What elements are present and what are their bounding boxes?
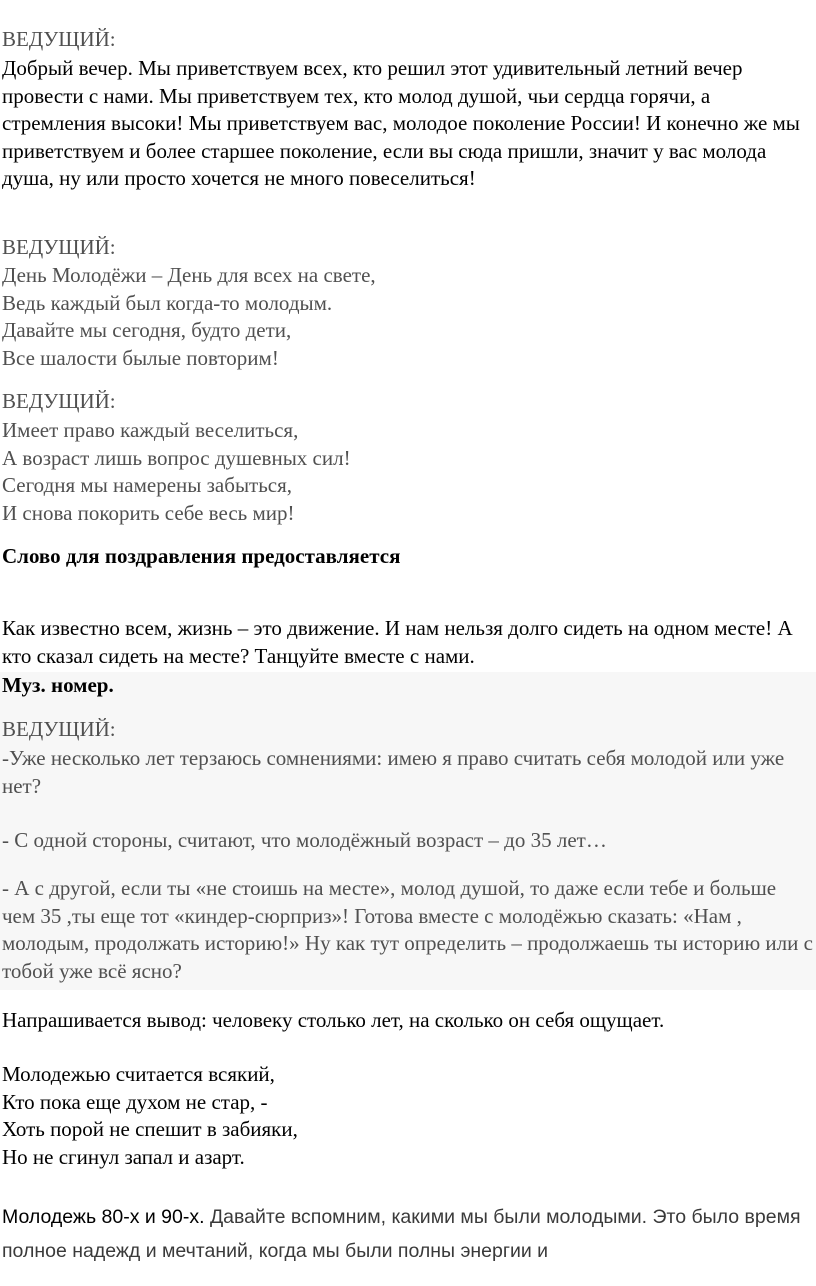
poem-3-line: Но не сгинул запал и азарт. [2, 1144, 245, 1169]
poem-1-line: Все шалости былые повторим! [2, 345, 279, 370]
poem-3 [2, 1061, 814, 1171]
congrats-heading: Слово для поздравления предоставляется [2, 544, 401, 568]
conclusion-paragraph: Напрашивается вывод: человеку столько лет, на сколько он себя ощущает. [2, 1008, 665, 1032]
poem-1-line: Давайте мы сегодня, будто дети, [2, 318, 292, 342]
host-label-3: ВЕДУЩИЙ: [2, 389, 116, 413]
host-label-1: ВЕДУЩИЙ: [2, 27, 116, 51]
poem-1 [2, 262, 814, 372]
host-label-2: ВЕДУЩИЙ: [2, 235, 116, 259]
greeting-paragraph: Добрый вечер. Мы приветствуем всех, кто решил этот удивительный летний вечер провести с нами. Мы приветствуем тех, кто молод душой, чьи сердца горячи, а стремления высоки! Мы приветствуем вас, молодое поколение России! И конечно же мы приветствуем и более старшее поколение, если вы сюда пришли, значит у вас молода душа, ну или просто хочется не много повеселиться! [2, 56, 800, 190]
one-side-paragraph: - С одной стороны, считают, что молодёжный возраст – до 35 лет… [2, 828, 607, 852]
poem-2-line: А возраст лишь вопрос душевных сил! [2, 445, 351, 470]
eighties-lead: Молодежь 80-х и 90-х. [2, 1206, 205, 1228]
poem-1-line: День Молодёжи – День для всех на свете, [2, 263, 376, 287]
doubt-paragraph: -Уже несколько лет терзаюсь сомнениями: имею я право считать себя молодой или уже нет? [2, 746, 785, 798]
music-number: Муз. номер. [2, 673, 114, 697]
movement-paragraph: Как известно всем, жизнь – это движение. И нам нельзя долго сидеть на одном месте! А кто сказал сидеть на месте? Танцуйте вместе с нами. [2, 616, 793, 668]
host-label-4: ВЕДУЩИЙ: [2, 717, 116, 741]
poem-2-line: Сегодня мы намерены забыться, [2, 473, 293, 497]
poem-3-line: Молодежью считается всякий, [2, 1062, 275, 1086]
poem-3-line: Хоть порой не спешит в забияки, [2, 1117, 298, 1141]
poem-2-line: И снова покорить себе весь мир! [2, 500, 295, 525]
other-side-paragraph: - А с другой, если ты «не стоишь на месте», молод душой, то даже если тебе и больше чем 35 ,ты еще тот «киндер-сюрприз»! Готова вместе с молодёжью сказать: «Нам , молодым, продолжать историю!» Ну как тут определить – продолжаешь ты историю или с тобой уже всё ясно? [2, 876, 813, 983]
poem-2-line: Имеет право каждый веселиться, [2, 418, 299, 442]
eighties-text: Давайте вспомним, какими мы были молодыми. Это было время полное надежд и мечтаний, когда мы были полны энергии и [2, 1206, 801, 1262]
eighties-paragraph [2, 1200, 814, 1268]
poem-1-line: Ведь каждый был когда-то молодым. [2, 290, 333, 315]
poem-3-line: Кто пока еще духом не стар, - [2, 1089, 268, 1114]
poem-2 [2, 417, 814, 527]
